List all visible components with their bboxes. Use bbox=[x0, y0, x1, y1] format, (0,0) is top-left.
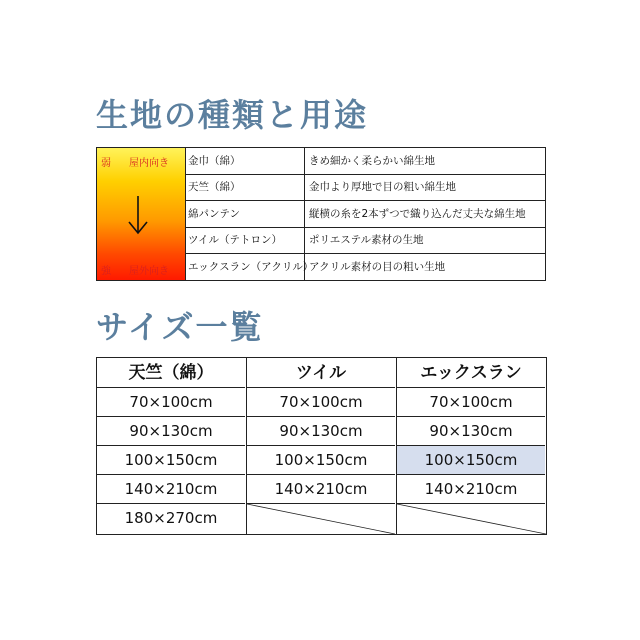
size-cell: 90×130cm bbox=[247, 417, 395, 446]
size-cell: 100×150cm bbox=[97, 446, 245, 475]
fabric-description: 縦横の糸を2本ずつで織り込んだ丈夫な綿生地 bbox=[309, 207, 526, 220]
gradient-indoor-label: 屋内向き bbox=[129, 158, 169, 169]
fabric-row bbox=[185, 254, 545, 280]
size-cell: 70×100cm bbox=[97, 388, 245, 417]
fabric-types-title: 生地の種類と用途 bbox=[96, 96, 369, 134]
empty-cell-diagonal bbox=[397, 504, 546, 534]
gradient-weak-label: 弱 bbox=[101, 158, 111, 169]
size-cell: 140×210cm bbox=[397, 475, 545, 504]
fabric-row bbox=[185, 174, 545, 201]
fabric-description: 金巾より厚地で目の粗い綿生地 bbox=[309, 181, 456, 194]
fabric-name: ツイル（テトロン） bbox=[188, 227, 305, 253]
size-cell: 70×100cm bbox=[247, 388, 395, 417]
size-column-header: ツイル bbox=[247, 358, 395, 388]
size-list-title: サイズ一覧 bbox=[96, 308, 264, 346]
down-arrow-icon bbox=[127, 194, 149, 236]
fabric-row bbox=[185, 201, 545, 228]
fabric-description: きめ細かく柔らかい綿生地 bbox=[309, 155, 435, 167]
size-cell: 140×210cm bbox=[97, 475, 245, 504]
empty-cell-diagonal bbox=[247, 504, 395, 534]
fabric-name: 金巾（綿） bbox=[188, 148, 305, 174]
empty-size-cell bbox=[397, 504, 545, 534]
size-cell: 70×100cm bbox=[397, 388, 545, 417]
fabric-name: エックスラン（アクリル） bbox=[188, 254, 305, 280]
size-column-header: エックスラン bbox=[397, 358, 545, 388]
fabric-row bbox=[185, 227, 545, 254]
size-cell: 90×130cm bbox=[97, 417, 245, 446]
fabric-types-table bbox=[96, 147, 546, 281]
size-cell: 180×270cm bbox=[124, 509, 218, 527]
size-table bbox=[96, 357, 547, 535]
size-cell-highlighted: 100×150cm bbox=[397, 446, 545, 475]
fabric-description: アクリル素材の目の粗い生地 bbox=[309, 260, 446, 273]
empty-size-cell bbox=[247, 504, 395, 534]
durability-gradient bbox=[97, 148, 186, 280]
size-cell: 90×130cm bbox=[397, 417, 545, 446]
size-column-header: 天竺（綿） bbox=[97, 358, 245, 388]
fabric-description: ポリエステル素材の生地 bbox=[309, 234, 424, 247]
size-cell: 100×150cm bbox=[247, 446, 395, 475]
size-cell: 140×210cm bbox=[247, 475, 395, 504]
gradient-outdoor-label: 屋外向き bbox=[129, 266, 169, 277]
gradient-strong-label: 強 bbox=[101, 266, 111, 277]
fabric-name: 綿パンテン bbox=[188, 201, 305, 227]
fabric-row bbox=[185, 148, 545, 175]
fabric-name: 天竺（綿） bbox=[188, 174, 305, 200]
